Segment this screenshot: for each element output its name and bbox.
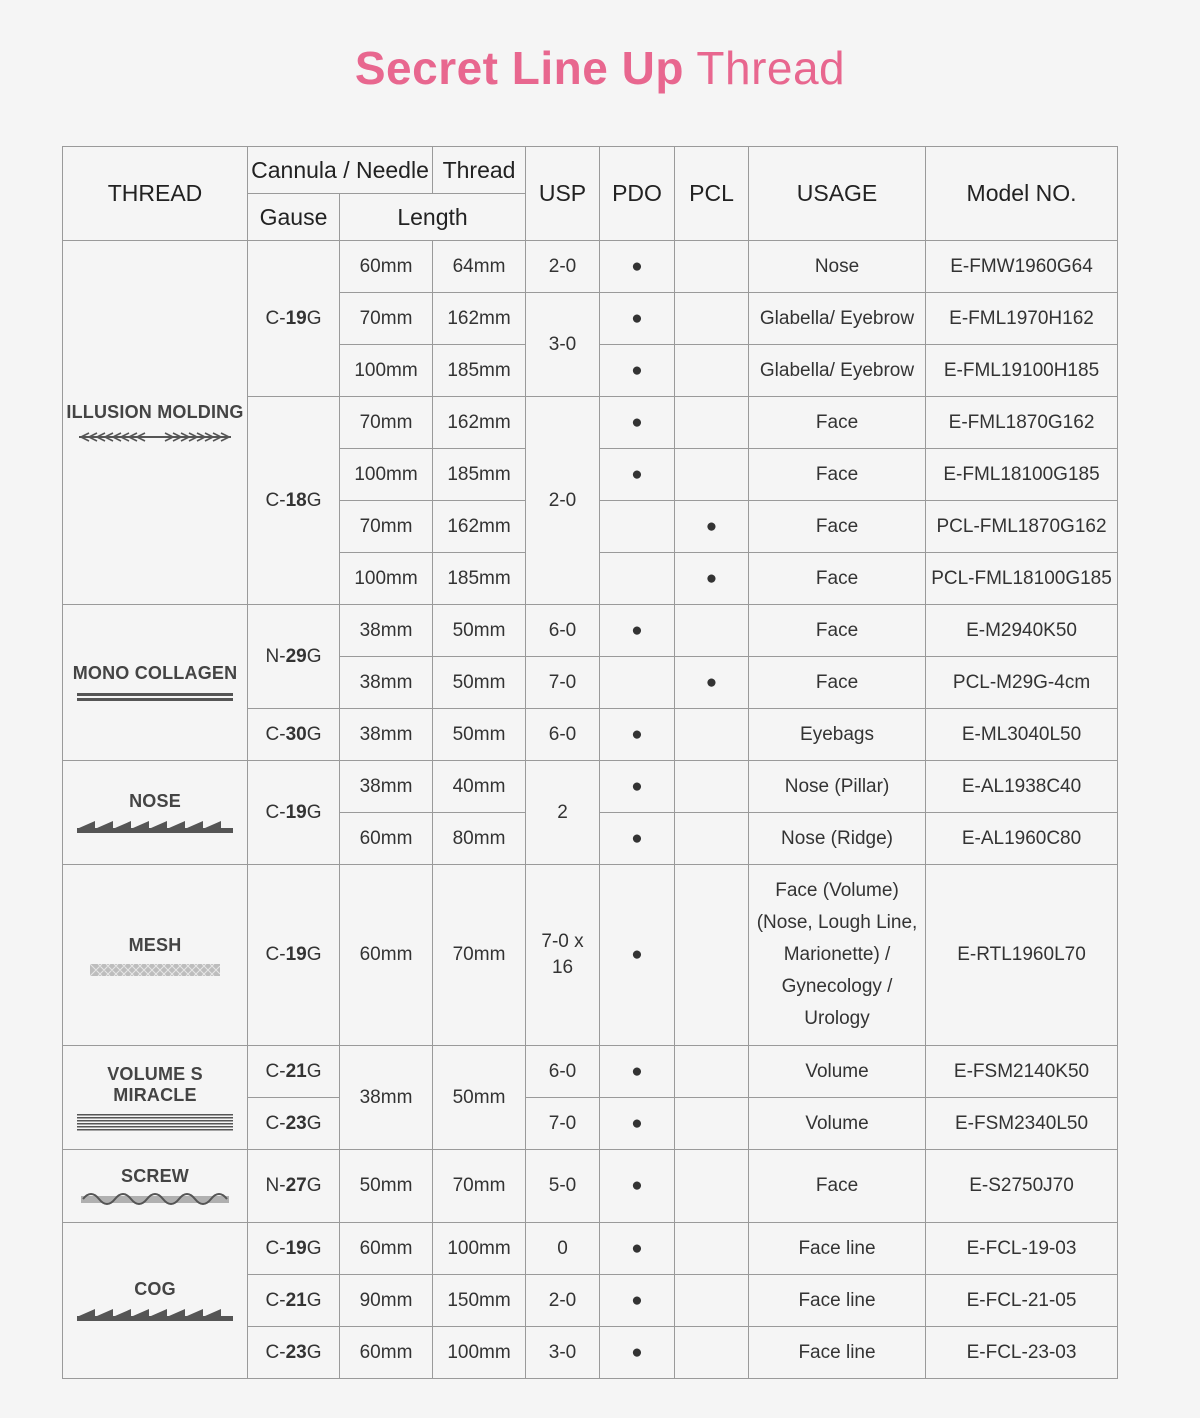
- screw-thread-icon: [81, 1191, 229, 1207]
- model-number: E-RTL1960L70: [926, 865, 1118, 1046]
- needle-length: 38mm: [340, 657, 433, 709]
- model-number: PCL-M29G-4cm: [926, 657, 1118, 709]
- table-row: [63, 605, 1118, 657]
- usage: Volume: [749, 1098, 926, 1150]
- thread-length: 100mm: [433, 1223, 526, 1275]
- thread-group-nose: [63, 761, 248, 865]
- pdo-dot: ●: [600, 1150, 675, 1223]
- model-number: E-AL1960C80: [926, 813, 1118, 865]
- pcl-empty: [675, 241, 749, 293]
- usp-value: 7-0: [526, 1098, 600, 1150]
- needle-length: 38mm: [340, 761, 433, 813]
- usage: Nose (Pillar): [749, 761, 926, 813]
- thread-group-label: COG: [134, 1279, 176, 1299]
- pdo-empty: [600, 657, 675, 709]
- usage: Face: [749, 501, 926, 553]
- thread-length: 70mm: [433, 865, 526, 1046]
- gauge-cell: C-23G: [248, 1327, 340, 1379]
- gauge-cell: C-19G: [248, 241, 340, 397]
- usp-value: 6-0: [526, 605, 600, 657]
- gauge-cell: C-23G: [248, 1098, 340, 1150]
- thread-group-volume: [63, 1046, 248, 1150]
- model-number: E-ML3040L50: [926, 709, 1118, 761]
- thread-group-label: ILLUSION MOLDING: [66, 402, 244, 422]
- usage: Face: [749, 657, 926, 709]
- model-number: E-FCL-21-05: [926, 1275, 1118, 1327]
- needle-length: 100mm: [340, 345, 433, 397]
- needle-length: 50mm: [340, 1150, 433, 1223]
- usp-value: 5-0: [526, 1150, 600, 1223]
- pcl-empty: [675, 1046, 749, 1098]
- thread-length: 185mm: [433, 553, 526, 605]
- thread-length: 40mm: [433, 761, 526, 813]
- pcl-empty: [675, 1275, 749, 1327]
- pcl-empty: [675, 397, 749, 449]
- header-gause: Gause: [248, 194, 340, 241]
- needle-length: 100mm: [340, 449, 433, 501]
- thread-length: 50mm: [433, 657, 526, 709]
- usage: Face: [749, 553, 926, 605]
- needle-length: 60mm: [340, 241, 433, 293]
- pdo-dot: ●: [600, 1046, 675, 1098]
- usp-value: 7-0 x 16: [526, 865, 600, 1046]
- pcl-empty: [675, 345, 749, 397]
- pcl-empty: [675, 449, 749, 501]
- usp-value: 3-0: [526, 293, 600, 397]
- gauge-cell: N-27G: [248, 1150, 340, 1223]
- table-row: [63, 1046, 1118, 1098]
- thread-length: 162mm: [433, 397, 526, 449]
- pdo-dot: ●: [600, 293, 675, 345]
- model-number: E-FSM2340L50: [926, 1098, 1118, 1150]
- header-cannula-needle: Cannula / Needle: [248, 147, 433, 194]
- header-model: Model NO.: [926, 147, 1118, 241]
- needle-length: 100mm: [340, 553, 433, 605]
- usp-value: 3-0: [526, 1327, 600, 1379]
- usp-value: 6-0: [526, 1046, 600, 1098]
- pcl-empty: [675, 761, 749, 813]
- thread-length: 50mm: [433, 1046, 526, 1150]
- gauge-cell: C-21G: [248, 1275, 340, 1327]
- pcl-empty: [675, 813, 749, 865]
- pdo-dot: ●: [600, 1098, 675, 1150]
- gauge-cell: C-19G: [248, 865, 340, 1046]
- title-light: Thread: [696, 42, 846, 94]
- pdo-dot: ●: [600, 397, 675, 449]
- pdo-empty: [600, 501, 675, 553]
- model-number: E-FML1870G162: [926, 397, 1118, 449]
- usage: Face (Volume) (Nose, Lough Line, Marionette) / Gynecology / Urology: [749, 865, 926, 1046]
- header-usp: USP: [526, 147, 600, 241]
- usp-value: 2: [526, 761, 600, 865]
- thread-length: 80mm: [433, 813, 526, 865]
- header-pdo: PDO: [600, 147, 675, 241]
- pdo-dot: ●: [600, 865, 675, 1046]
- needle-length: 70mm: [340, 293, 433, 345]
- thread-length: 162mm: [433, 501, 526, 553]
- model-number: E-M2940K50: [926, 605, 1118, 657]
- pcl-dot: ●: [675, 553, 749, 605]
- pdo-dot: ●: [600, 709, 675, 761]
- thread-length: 185mm: [433, 345, 526, 397]
- header-row-1: [63, 147, 1118, 194]
- header-thread-length: Thread: [433, 147, 526, 194]
- page-title: [0, 38, 1200, 98]
- header-length: Length: [340, 194, 526, 241]
- gauge-cell: C-19G: [248, 1223, 340, 1275]
- usp-value: 0: [526, 1223, 600, 1275]
- pcl-empty: [675, 1150, 749, 1223]
- thread-group-cog: [63, 1223, 248, 1379]
- table-row: [63, 761, 1118, 813]
- pdo-dot: ●: [600, 761, 675, 813]
- model-number: E-FMW1960G64: [926, 241, 1118, 293]
- pdo-dot: ●: [600, 1327, 675, 1379]
- usp-value: 2-0: [526, 397, 600, 605]
- needle-length: 38mm: [340, 1046, 433, 1150]
- thread-length: 185mm: [433, 449, 526, 501]
- pcl-empty: [675, 1327, 749, 1379]
- usage: Face: [749, 397, 926, 449]
- pdo-dot: ●: [600, 449, 675, 501]
- gauge-cell: C-21G: [248, 1046, 340, 1098]
- usp-value: 6-0: [526, 709, 600, 761]
- model-number: PCL-FML1870G162: [926, 501, 1118, 553]
- needle-length: 70mm: [340, 501, 433, 553]
- thread-group-label: SCREW: [121, 1165, 189, 1186]
- model-number: E-FCL-19-03: [926, 1223, 1118, 1275]
- pcl-empty: [675, 865, 749, 1046]
- thread-group-mono: [63, 605, 248, 761]
- model-number: E-FML1970H162: [926, 293, 1118, 345]
- usage: Volume: [749, 1046, 926, 1098]
- thread-group-screw: [63, 1150, 248, 1223]
- header-thread: THREAD: [63, 147, 248, 241]
- usage: Face line: [749, 1275, 926, 1327]
- pcl-empty: [675, 605, 749, 657]
- thread-group-mesh: [63, 865, 248, 1046]
- pcl-empty: [675, 1098, 749, 1150]
- model-number: E-S2750J70: [926, 1150, 1118, 1223]
- needle-length: 90mm: [340, 1275, 433, 1327]
- usage: Face: [749, 1150, 926, 1223]
- barbed-thread-icon: [77, 431, 233, 443]
- model-number: E-FCL-23-03: [926, 1327, 1118, 1379]
- thread-group-label: VOLUME S MIRACLE: [107, 1063, 203, 1105]
- needle-length: 38mm: [340, 605, 433, 657]
- thread-group-label: MONO COLLAGEN: [72, 663, 238, 683]
- thread-group-label: NOSE: [129, 791, 181, 811]
- thread-length: 70mm: [433, 1150, 526, 1223]
- usage: Face line: [749, 1223, 926, 1275]
- usage: Face line: [749, 1327, 926, 1379]
- header-usage: USAGE: [749, 147, 926, 241]
- usp-value: 2-0: [526, 241, 600, 293]
- gauge-cell: C-30G: [248, 709, 340, 761]
- model-number: E-AL1938C40: [926, 761, 1118, 813]
- usp-value: 7-0: [526, 657, 600, 709]
- table-row: [63, 1223, 1118, 1275]
- pcl-empty: [675, 709, 749, 761]
- pdo-dot: ●: [600, 1275, 675, 1327]
- pdo-dot: ●: [600, 345, 675, 397]
- pdo-dot: ●: [600, 813, 675, 865]
- product-table: [62, 146, 1118, 1379]
- usage: Glabella/ Eyebrow: [749, 293, 926, 345]
- usage: Nose: [749, 241, 926, 293]
- gauge-cell: N-29G: [248, 605, 340, 709]
- needle-length: 38mm: [340, 709, 433, 761]
- model-number: E-FSM2140K50: [926, 1046, 1118, 1098]
- usage: Face: [749, 605, 926, 657]
- title-bold: Secret Line Up: [354, 42, 684, 94]
- pdo-dot: ●: [600, 605, 675, 657]
- cog-thread-icon: [77, 1308, 233, 1322]
- usage: Glabella/ Eyebrow: [749, 345, 926, 397]
- thread-length: 64mm: [433, 241, 526, 293]
- thread-length: 150mm: [433, 1275, 526, 1327]
- usage: Nose (Ridge): [749, 813, 926, 865]
- pcl-dot: ●: [675, 501, 749, 553]
- needle-length: 60mm: [340, 813, 433, 865]
- usp-value: 2-0: [526, 1275, 600, 1327]
- usage: Face: [749, 449, 926, 501]
- pdo-empty: [600, 553, 675, 605]
- mono-thread-icon: [77, 692, 233, 702]
- pcl-empty: [675, 1223, 749, 1275]
- thread-length: 162mm: [433, 293, 526, 345]
- thread-length: 100mm: [433, 1327, 526, 1379]
- gauge-cell: C-18G: [248, 397, 340, 605]
- needle-length: 60mm: [340, 865, 433, 1046]
- model-number: PCL-FML18100G185: [926, 553, 1118, 605]
- model-number: E-FML18100G185: [926, 449, 1118, 501]
- thread-length: 50mm: [433, 709, 526, 761]
- table-row: [63, 865, 1118, 1046]
- thread-group-label: MESH: [128, 934, 182, 955]
- model-number: E-FML19100H185: [926, 345, 1118, 397]
- needle-length: 60mm: [340, 1223, 433, 1275]
- needle-length: 60mm: [340, 1327, 433, 1379]
- header-pcl: PCL: [675, 147, 749, 241]
- sawtooth-thread-icon: [77, 820, 233, 834]
- thread-length: 50mm: [433, 605, 526, 657]
- pdo-dot: ●: [600, 241, 675, 293]
- gauge-cell: C-19G: [248, 761, 340, 865]
- mesh-thread-icon: [90, 964, 220, 976]
- pcl-dot: ●: [675, 657, 749, 709]
- multi-strand-thread-icon: [77, 1114, 233, 1132]
- usage: Eyebags: [749, 709, 926, 761]
- thread-group-illusion: [63, 241, 248, 605]
- table-row: [63, 241, 1118, 293]
- table-row: [63, 1150, 1118, 1223]
- pcl-empty: [675, 293, 749, 345]
- needle-length: 70mm: [340, 397, 433, 449]
- pdo-dot: ●: [600, 1223, 675, 1275]
